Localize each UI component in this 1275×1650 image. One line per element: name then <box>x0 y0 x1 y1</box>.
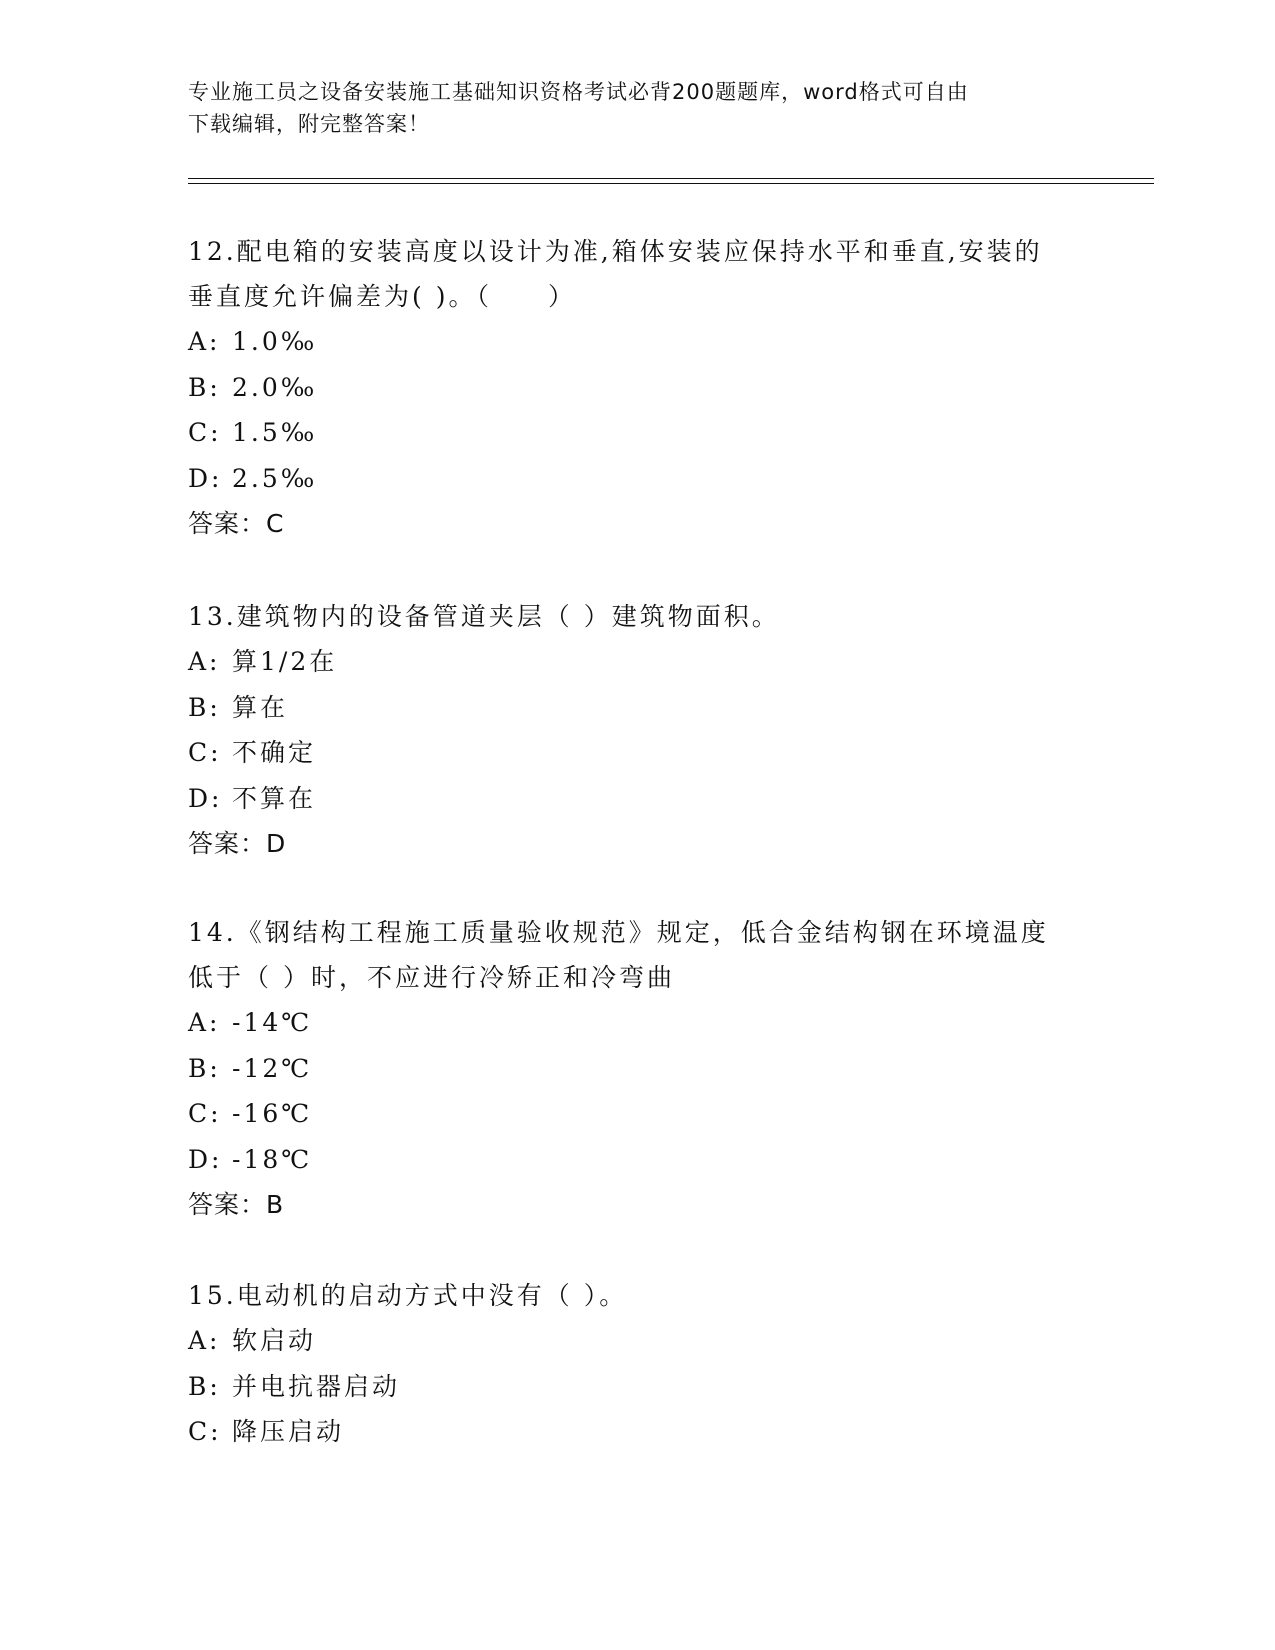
option-a <box>188 639 1088 685</box>
option-text: 不算在 <box>232 783 317 813</box>
question-13 <box>188 594 1088 866</box>
answer-line: 答案：C <box>188 509 285 538</box>
option-label: C: <box>188 1099 222 1128</box>
option-a <box>188 1000 1088 1046</box>
option-label: C: <box>188 1417 222 1446</box>
option-label: A: <box>188 1008 221 1037</box>
option-c <box>188 410 1088 456</box>
option-text: 不确定 <box>232 738 317 767</box>
option-label: A: <box>188 647 221 676</box>
question-stem-line: 15.电动机的启动方式中没有（ ）。 <box>188 1281 628 1310</box>
option-label: C: <box>188 738 222 767</box>
header-line-1: 专业施工员之设备安装施工基础知识资格考试必背200题题库，word格式可自由 <box>188 80 969 104</box>
option-b <box>188 685 1088 731</box>
header-line-2: 下载编辑，附完整答案！ <box>188 112 430 136</box>
option-c <box>188 1091 1088 1137</box>
answer-line: 答案：D <box>188 829 287 858</box>
option-text: 降压启动 <box>232 1417 345 1446</box>
option-text: 并电抗器启动 <box>232 1371 401 1401</box>
answer-line: 答案：B <box>188 1190 285 1219</box>
header-divider-top <box>188 178 1154 179</box>
question-stem-line: 垂直度允许偏差为( )。（ ） <box>188 282 576 311</box>
option-d <box>188 456 1088 502</box>
option-text: 1.5‰ <box>232 418 318 447</box>
option-text: -12℃ <box>232 1053 313 1083</box>
option-label: A: <box>188 1326 221 1355</box>
option-label: A: <box>188 327 221 356</box>
option-a <box>188 319 1088 365</box>
option-label: D: <box>188 1144 223 1174</box>
option-a <box>188 1318 1088 1364</box>
header-divider-bottom <box>188 183 1154 184</box>
option-label: B: <box>188 1371 221 1401</box>
option-text: 软启动 <box>232 1326 317 1355</box>
option-text: 2.5‰ <box>232 463 318 493</box>
question-15 <box>188 1273 1088 1455</box>
question-stem-line: 12.配电箱的安装高度以设计为准,箱体安装应保持水平和垂直,安装的 <box>188 237 1043 266</box>
question-stem-line: 13.建筑物内的设备管道夹层（ ）建筑物面积。 <box>188 602 780 631</box>
option-b <box>188 1364 1088 1410</box>
question-12 <box>188 229 1088 546</box>
option-label: B: <box>188 692 221 722</box>
question-stem-line: 低于（ ）时，不应进行冷矫正和冷弯曲 <box>188 963 675 992</box>
option-b <box>188 1046 1088 1092</box>
question-stem-line: 14.《钢结构工程施工质量验收规范》规定，低合金结构钢在环境温度 <box>188 918 1049 947</box>
option-c <box>188 730 1088 776</box>
option-label: D: <box>188 783 223 813</box>
option-label: B: <box>188 1053 221 1083</box>
option-label: C: <box>188 418 222 447</box>
option-d <box>188 776 1088 822</box>
option-label: D: <box>188 463 223 493</box>
option-text: 算1/2在 <box>232 647 338 676</box>
option-text: 算在 <box>232 692 289 722</box>
document-header <box>188 76 1088 140</box>
option-text: 1.0‰ <box>232 327 318 356</box>
option-text: -16℃ <box>232 1099 313 1128</box>
option-c <box>188 1409 1088 1455</box>
option-d <box>188 1137 1088 1183</box>
option-label: B: <box>188 372 221 402</box>
option-text: -18℃ <box>232 1144 313 1174</box>
question-14 <box>188 910 1088 1227</box>
option-text: -14℃ <box>232 1008 313 1037</box>
option-b <box>188 365 1088 411</box>
option-text: 2.0‰ <box>232 372 318 402</box>
